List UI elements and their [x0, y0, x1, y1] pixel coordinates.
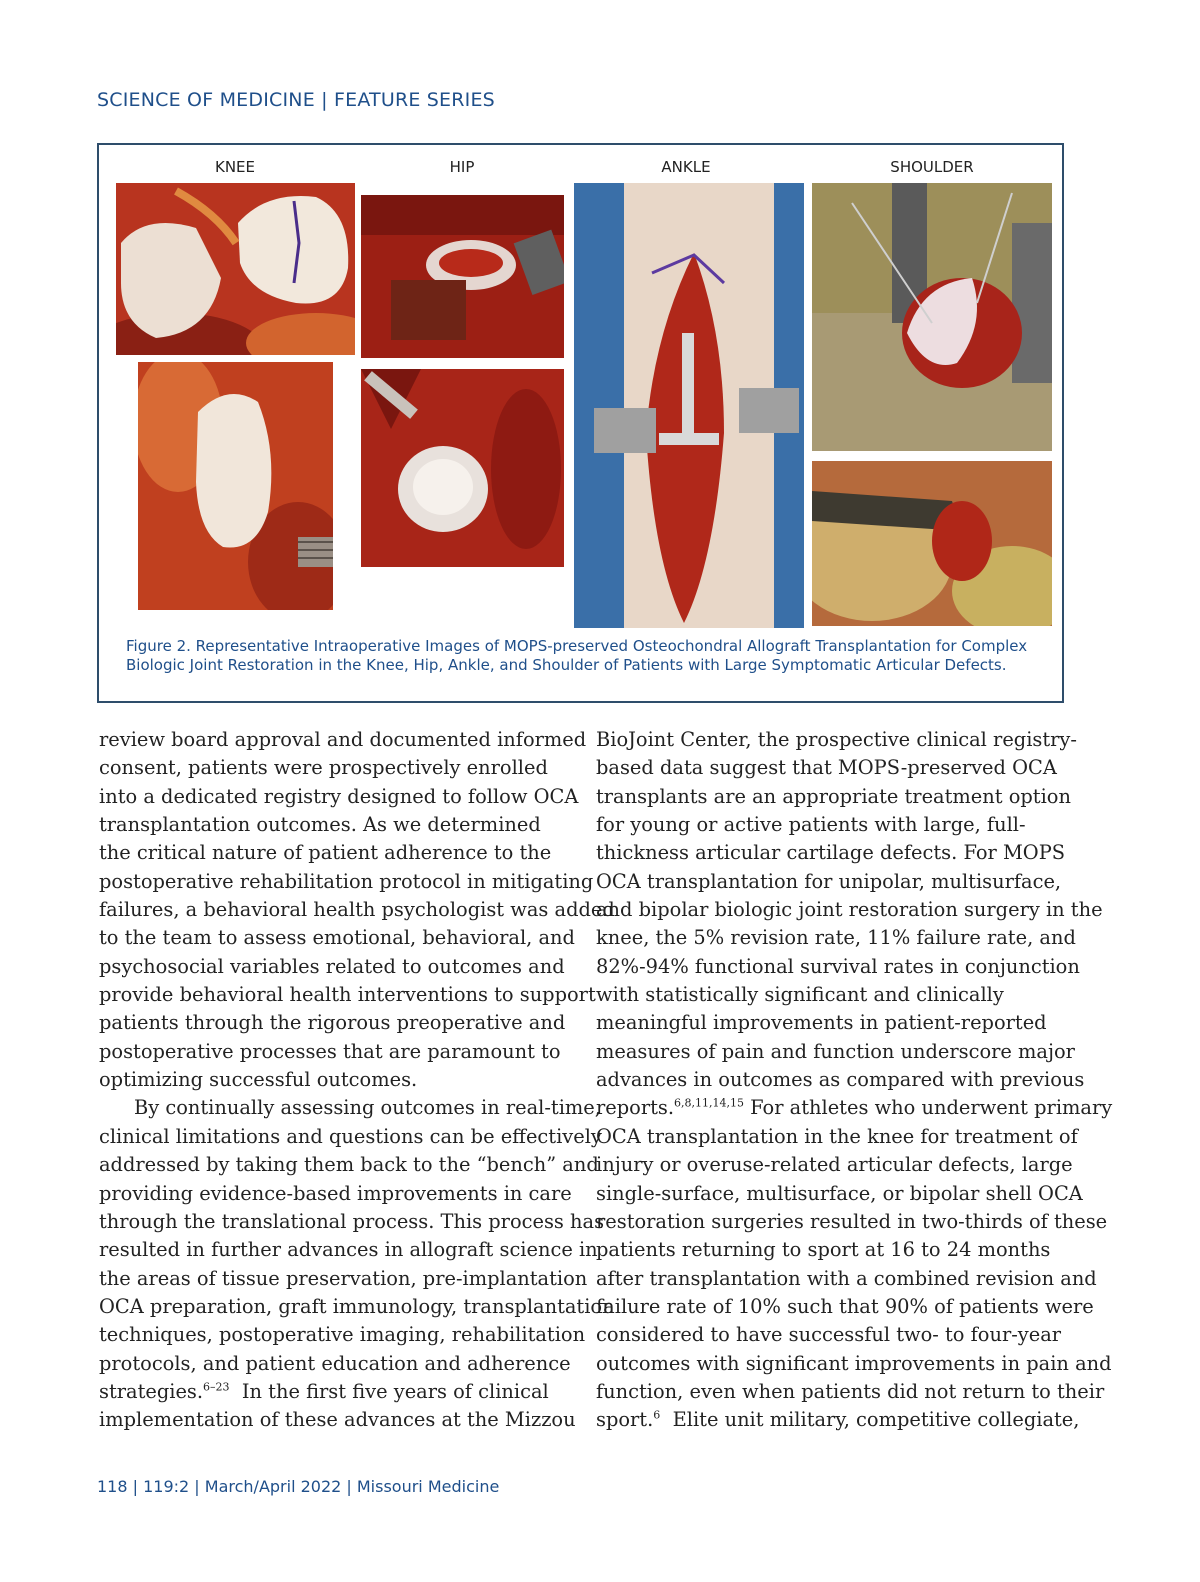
- text-line: measures of pain and function underscore major: [596, 1039, 1075, 1063]
- text-fragment: For athletes who underwent primary: [744, 1096, 1113, 1120]
- text-fragment: In the first five years of clinical: [229, 1379, 549, 1403]
- hip-photo-bottom: [361, 369, 564, 567]
- text-line: failure rate of 10% such that 90% of patients were: [596, 1294, 1094, 1318]
- text-line: with statistically significant and clinically: [596, 983, 1004, 1007]
- text-line: meaningful improvements in patient-reported: [596, 1011, 1047, 1035]
- figure-label-hip: HIP: [449, 158, 475, 176]
- text-line: to the team to assess emotional, behavioral, and: [99, 926, 575, 950]
- figure-label-knee: KNEE: [214, 158, 255, 176]
- text-line: advances in outcomes as compared with previous: [596, 1068, 1085, 1092]
- text-line: failures, a behavioral health psychologist was added: [99, 898, 615, 922]
- text-line: resulted in further advances in allograft science in: [99, 1238, 598, 1262]
- shoulder-photo-top: [812, 183, 1052, 451]
- text-fragment: reports.: [596, 1096, 675, 1120]
- text-line: OCA transplantation in the knee for treatment of: [596, 1124, 1078, 1148]
- text-line: based data suggest that MOPS-preserved OCA: [596, 756, 1057, 780]
- text-line: [99, 1378, 615, 1406]
- text-line: postoperative processes that are paramount to: [99, 1039, 561, 1063]
- text-line: review board approval and documented informed: [99, 728, 587, 751]
- text-line: patients through the rigorous preoperative and: [99, 1011, 566, 1035]
- text-fragment: strategies.: [99, 1379, 204, 1403]
- text-line: OCA transplantation for unipolar, multisurface,: [596, 869, 1062, 893]
- text-line: through the translational process. This process has: [99, 1209, 605, 1233]
- text-line: the critical nature of patient adherence to the: [99, 841, 552, 865]
- text-line: knee, the 5% revision rate, 11% failure rate, and: [596, 926, 1076, 950]
- text-line: into a dedicated registry designed to follow OCA: [99, 784, 579, 808]
- shoulder-photo-bottom: [812, 461, 1052, 626]
- text-line: and bipolar biologic joint restoration surgery in the: [596, 898, 1103, 922]
- text-line: after transplantation with a combined revision and: [596, 1266, 1097, 1290]
- text-line: the areas of tissue preservation, pre-implantation: [99, 1266, 588, 1290]
- text-line: provide behavioral health interventions to support: [99, 983, 596, 1007]
- text-line: protocols, and patient education and adherence: [99, 1351, 571, 1375]
- text-line: clinical limitations and questions can be effectively: [99, 1124, 602, 1148]
- knee-photo-bottom: [138, 362, 333, 610]
- citation-superscript: 6,8,11,14,15: [674, 1097, 744, 1110]
- figure-caption: Figure 2. Representative Intraoperative Images of MOPS-preserved Osteochondral Allograft Transplantation for Complex Biologic Joint Restoration in the Knee, Hip, Ankle, and Shoulder of Patients with Large Symptomatic Articular Defects.: [126, 637, 1028, 674]
- text-line: transplantation outcomes. As we determined: [99, 813, 541, 837]
- figure-label-shoulder: SHOULDER: [890, 158, 974, 176]
- ankle-photo: [574, 183, 804, 628]
- text-line: restoration surgeries resulted in two-thirds of these: [596, 1209, 1108, 1233]
- text-line: providing evidence-based improvements in care: [99, 1181, 572, 1205]
- text-fragment: Elite unit military, competitive collegiate,: [660, 1408, 1080, 1432]
- text-line: consent, patients were prospectively enrolled: [99, 756, 548, 780]
- text-line: By continually assessing outcomes in real-time,: [134, 1096, 601, 1120]
- text-line: patients returning to sport at 16 to 24 months: [596, 1238, 1051, 1262]
- text-line: transplants are an appropriate treatment option: [596, 784, 1071, 808]
- text-line: psychosocial variables related to outcomes and: [99, 954, 565, 978]
- body-column-left: [99, 726, 615, 1435]
- text-line: 82%-94% functional survival rates in conjunction: [596, 954, 1080, 978]
- text-line: considered to have successful two- to four-year: [596, 1323, 1062, 1347]
- text-line: techniques, postoperative imaging, rehabilitation: [99, 1323, 586, 1347]
- figure-label-ankle: ANKLE: [661, 158, 711, 176]
- hip-photo-top: [361, 195, 564, 358]
- text-line: BioJoint Center, the prospective clinical registry-: [596, 728, 1077, 751]
- text-fragment: sport.: [596, 1408, 654, 1432]
- running-header: SCIENCE OF MEDICINE | FEATURE SERIES: [97, 89, 495, 111]
- text-line: [596, 1406, 1112, 1434]
- text-line: addressed by taking them back to the “bench” and: [99, 1153, 599, 1177]
- text-line: function, even when patients did not return to their: [596, 1379, 1105, 1403]
- text-line: outcomes with significant improvements in pain and: [596, 1351, 1112, 1375]
- page-footer: 118 | 119:2 | March/April 2022 | Missouri Medicine: [97, 1477, 500, 1496]
- text-line: implementation of these advances at the Mizzou: [99, 1408, 576, 1432]
- text-line: [596, 1094, 1112, 1122]
- citation-superscript: 6: [653, 1408, 661, 1422]
- text-line: thickness articular cartilage defects. For MOPS: [596, 841, 1066, 865]
- text-line: optimizing successful outcomes.: [99, 1068, 418, 1092]
- body-column-right: [596, 726, 1112, 1435]
- citation-superscript: 6–23: [203, 1380, 230, 1394]
- text-line: injury or overuse-related articular defects, large: [596, 1153, 1073, 1177]
- text-line: single-surface, multisurface, or bipolar shell OCA: [596, 1181, 1083, 1205]
- text-line: postoperative rehabilitation protocol in mitigating: [99, 869, 594, 893]
- text-line: OCA preparation, graft immunology, transplantation: [99, 1294, 615, 1318]
- knee-photo-top: [116, 183, 355, 355]
- text-line: for young or active patients with large, full-: [596, 813, 1026, 837]
